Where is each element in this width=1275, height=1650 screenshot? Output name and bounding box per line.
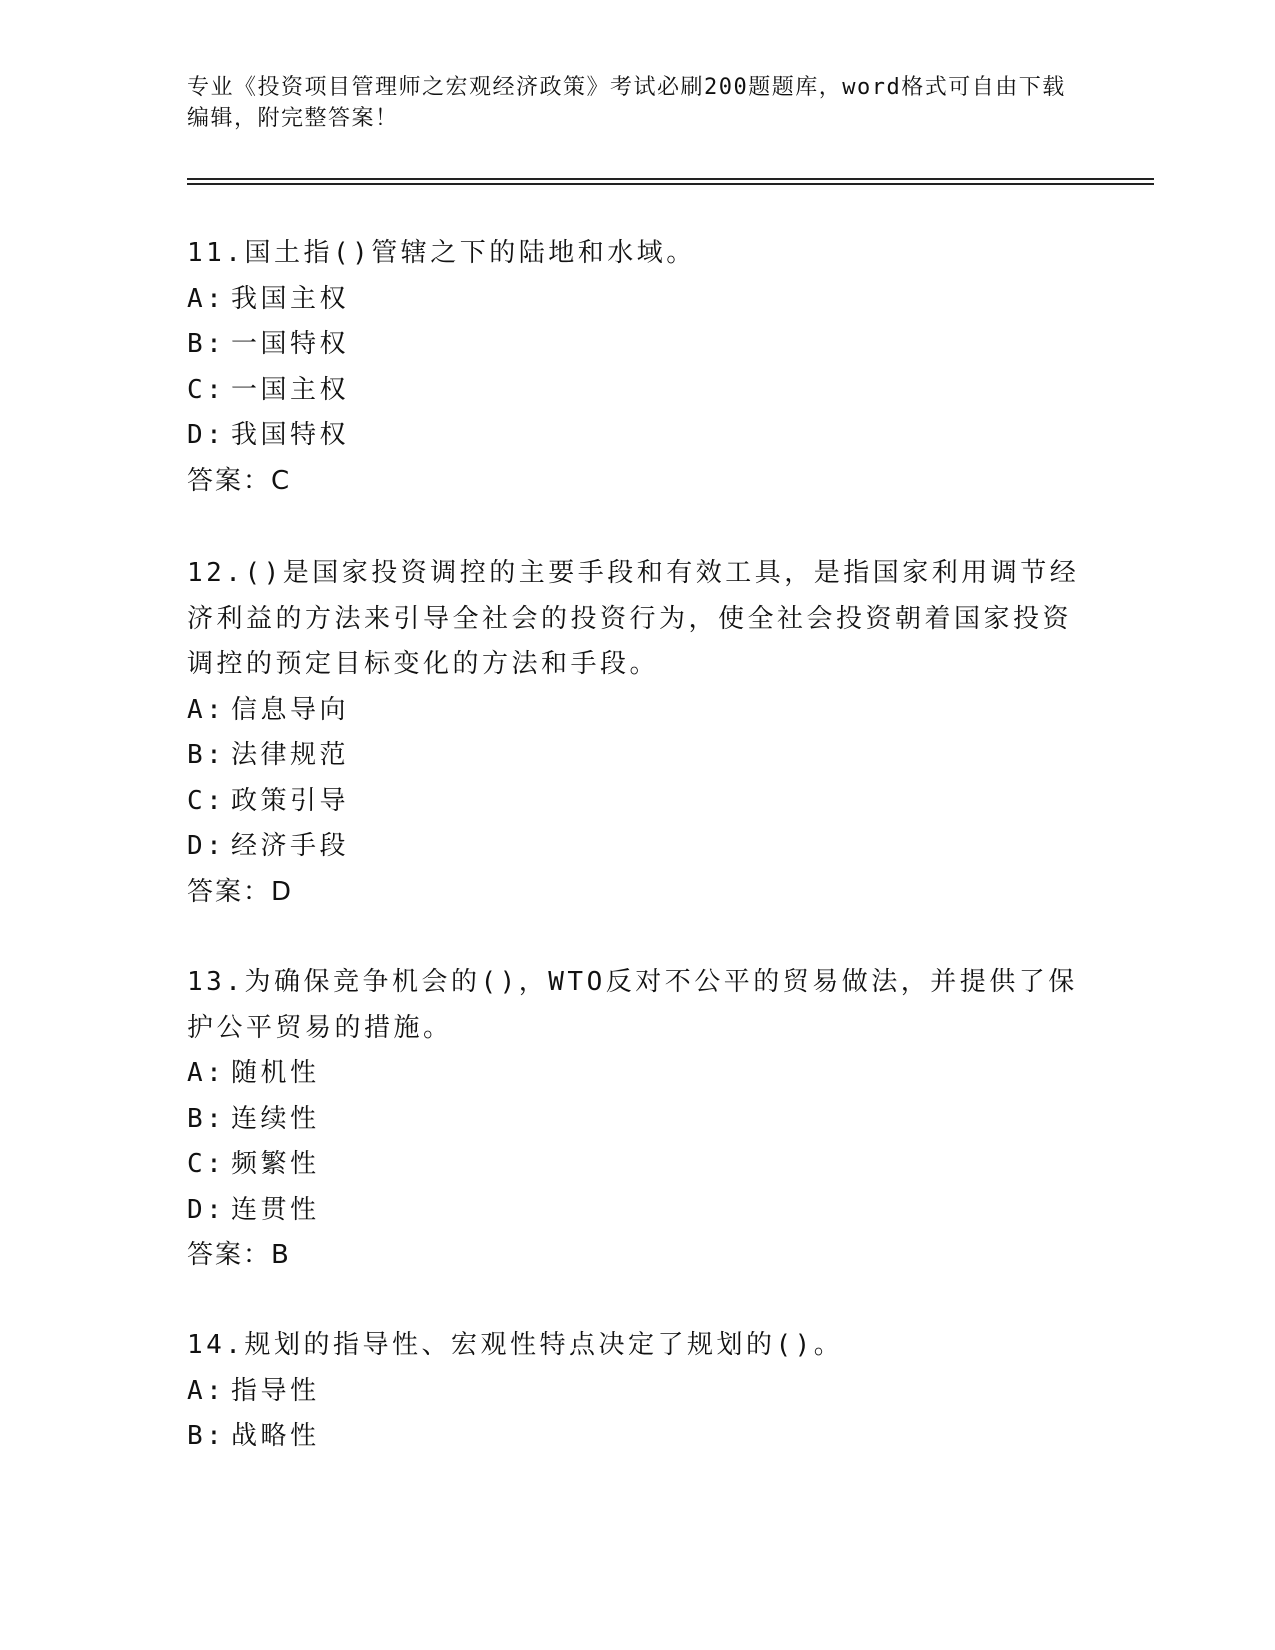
option-c	[187, 368, 1087, 414]
question-14	[187, 1323, 1087, 1460]
answer: 答案：B	[187, 1240, 291, 1270]
option-a	[187, 688, 1087, 734]
option-letter: C:	[187, 1149, 226, 1179]
option-b	[187, 733, 1087, 779]
option-b	[187, 1414, 1087, 1460]
question-11	[187, 231, 1087, 504]
option-letter: A:	[187, 1058, 226, 1088]
question-stem: 12.()是国家投资调控的主要手段和有效工具，是指国家利用调节经济利益的方法来引导全社会的投资行为，使全社会投资朝着国家投资调控的预定目标变化的方法和手段。	[187, 558, 1080, 679]
option-b	[187, 1097, 1087, 1143]
option-text: 随机性	[231, 1058, 320, 1088]
option-text: 指导性	[231, 1375, 320, 1406]
option-text: 法律规范	[231, 740, 350, 770]
option-letter: A:	[187, 283, 226, 314]
option-text: 战略性	[231, 1421, 320, 1451]
option-b	[187, 322, 1087, 368]
option-text: 政策引导	[231, 785, 350, 816]
option-a	[187, 1051, 1087, 1097]
option-letter: D:	[187, 831, 226, 861]
option-a	[187, 277, 1087, 323]
option-text: 经济手段	[231, 831, 350, 861]
option-letter: A:	[187, 1375, 226, 1406]
option-text: 信息导向	[231, 694, 350, 725]
answer: 答案：C	[187, 465, 292, 496]
option-letter: B:	[187, 1103, 226, 1134]
option-d	[187, 1188, 1087, 1234]
option-letter: D:	[187, 420, 226, 450]
option-c	[187, 1142, 1087, 1188]
option-a	[187, 1369, 1087, 1415]
question-stem: 13.为确保竞争机会的()，WTO反对不公平的贸易做法，并提供了保护公平贸易的措施。	[187, 967, 1078, 1043]
option-text: 频繁性	[231, 1149, 320, 1179]
option-text: 一国主权	[231, 374, 350, 405]
document-header: 专业《投资项目管理师之宏观经济政策》考试必刷200题题库，word格式可自由下载编辑，附完整答案！	[187, 75, 1066, 131]
option-d	[187, 413, 1087, 459]
option-text: 连贯性	[231, 1194, 320, 1225]
question-13	[187, 960, 1087, 1279]
question-stem: 14.规划的指导性、宏观性特点决定了规划的()。	[187, 1330, 844, 1360]
answer: 答案：D	[187, 876, 294, 907]
option-text: 连续性	[231, 1103, 320, 1134]
option-letter: B:	[187, 329, 226, 359]
option-text: 我国特权	[231, 420, 350, 450]
header-rule-bottom	[187, 183, 1154, 185]
option-letter: C:	[187, 374, 226, 405]
question-12	[187, 551, 1087, 915]
option-letter: A:	[187, 694, 226, 725]
option-letter: B:	[187, 740, 226, 770]
option-c	[187, 779, 1087, 825]
option-d	[187, 824, 1087, 870]
option-letter: D:	[187, 1194, 226, 1225]
question-stem: 11.国土指()管辖之下的陆地和水域。	[187, 238, 696, 268]
option-letter: C:	[187, 785, 226, 816]
option-text: 一国特权	[231, 329, 350, 359]
header-rule-top	[187, 178, 1154, 180]
option-letter: B:	[187, 1421, 226, 1451]
option-text: 我国主权	[231, 283, 350, 314]
